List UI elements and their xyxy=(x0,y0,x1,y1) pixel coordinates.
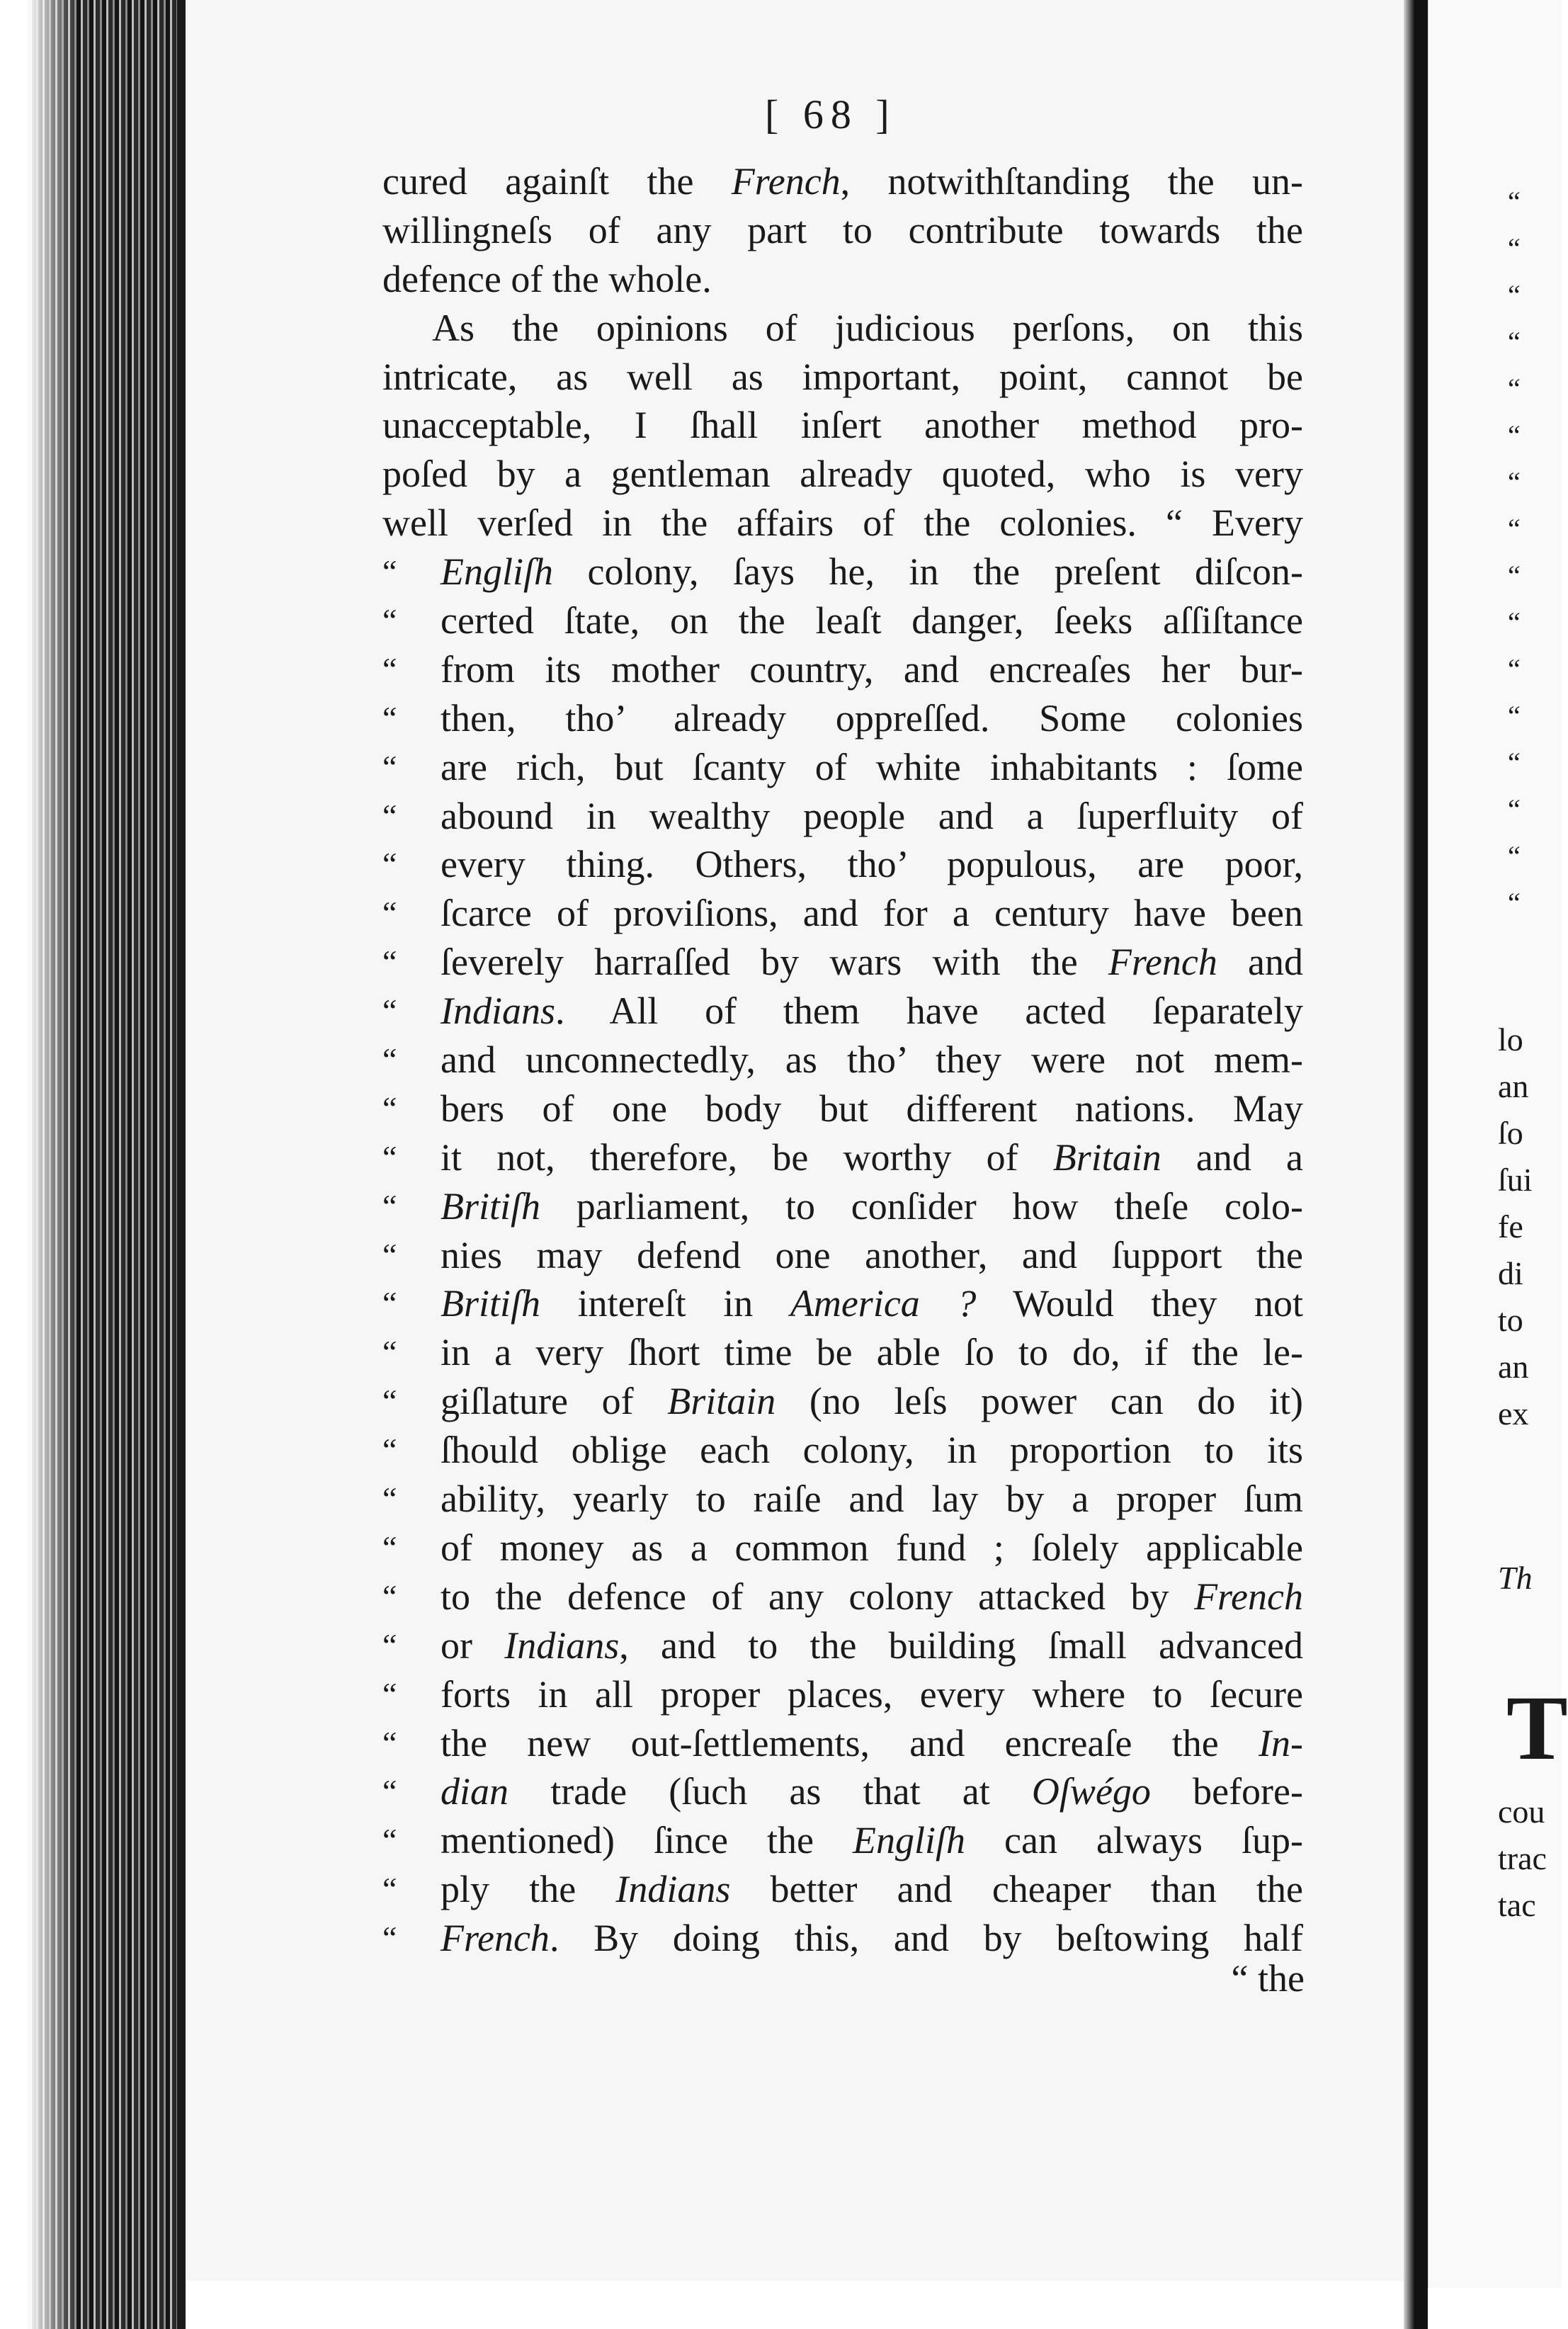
quote-mark: “ xyxy=(382,650,397,687)
quote-mark: “ xyxy=(382,1480,397,1517)
italic-word: Indians xyxy=(504,1624,620,1667)
binding-shadow xyxy=(0,0,78,2329)
facing-text-fragment: fe xyxy=(1498,1208,1523,1245)
quote-mark: “ xyxy=(382,1529,397,1565)
italic-word: America ? xyxy=(790,1282,977,1325)
text-run: well verſed in the affairs of the colonies. “ Every xyxy=(382,502,1303,545)
body-text xyxy=(382,157,1303,1963)
text-run: colony, ſays he, in the preſent diſcon- xyxy=(553,550,1303,594)
italic-word: Engliſh xyxy=(441,550,553,594)
facing-quote-mark: “ xyxy=(1508,466,1521,498)
facing-text-fragment: to xyxy=(1498,1302,1523,1338)
facing-quote-mark: “ xyxy=(1508,887,1521,919)
text-line xyxy=(382,401,1303,450)
text-line xyxy=(382,1279,1303,1328)
text-run: forts in all proper places, every where to ſecure xyxy=(441,1672,1303,1716)
facing-quote-mark: “ xyxy=(1508,186,1521,217)
text-run: are rich, but ſcanty of white inhabitants : ſome xyxy=(441,745,1303,788)
text-line xyxy=(382,304,1303,353)
facing-page-fragment xyxy=(1428,0,1568,2288)
text-run: abound in wealthy people and a ſuperfluity of xyxy=(441,794,1303,837)
text-line xyxy=(382,450,1303,499)
text-line xyxy=(382,694,1303,743)
text-run: parliament, to conſider how theſe colo- xyxy=(540,1184,1303,1228)
facing-text-fragment: cou xyxy=(1498,1794,1545,1830)
facing-text-fragment: lo xyxy=(1498,1021,1523,1058)
text-run: then, tho’ already oppreſſed. Some colonies xyxy=(441,696,1303,740)
text-run: of money as a common fund ; ſolely applicable xyxy=(441,1526,1303,1569)
quote-mark: “ xyxy=(382,1334,397,1371)
quote-mark: “ xyxy=(382,1383,397,1420)
text-line xyxy=(382,938,1303,987)
text-run: unacceptable, I ſhall inſert another method pro- xyxy=(382,404,1303,447)
facing-quote-mark: “ xyxy=(1508,653,1521,685)
text-line xyxy=(382,1231,1303,1280)
facing-quote-mark: “ xyxy=(1508,513,1521,545)
italic-word: Britain xyxy=(667,1380,776,1423)
facing-quote-mark: “ xyxy=(1508,373,1521,404)
facing-quote-mark: “ xyxy=(1508,232,1521,264)
text-line xyxy=(382,1524,1303,1572)
text-run: from its mother country, and encreaſes her bur- xyxy=(441,647,1303,691)
text-line xyxy=(382,1377,1303,1426)
quote-mark: “ xyxy=(382,1724,397,1761)
text-line xyxy=(382,1036,1303,1084)
text-line xyxy=(382,1621,1303,1670)
facing-heading-fragment: Th xyxy=(1498,1560,1533,1596)
quote-mark: “ xyxy=(382,944,397,980)
facing-drop-cap: T xyxy=(1506,1677,1568,1779)
text-run: bers of one body but different nations. May xyxy=(441,1087,1303,1130)
text-line xyxy=(382,1133,1303,1182)
text-run: to the defence of any colony attacked by xyxy=(441,1575,1195,1618)
italic-word: Britiſh xyxy=(441,1184,541,1228)
text-run: certed ſtate, on the leaſt danger, ſeeks aſſiſtance xyxy=(441,599,1303,642)
facing-quote-mark: “ xyxy=(1508,700,1521,732)
text-run: (no leſs power can do it) xyxy=(776,1380,1303,1423)
facing-quote-mark: “ xyxy=(1508,326,1521,358)
quote-mark: “ xyxy=(382,1920,397,1956)
quote-mark: “ xyxy=(382,1626,397,1663)
facing-quote-mark: “ xyxy=(1508,419,1521,451)
italic-word: Indians xyxy=(615,1868,731,1911)
text-run: every thing. Others, tho’ populous, are poor, xyxy=(441,843,1303,886)
text-run: before- xyxy=(1150,1770,1303,1813)
quote-mark: “ xyxy=(382,1138,397,1175)
facing-quote-mark: “ xyxy=(1508,747,1521,778)
quote-mark: “ xyxy=(382,602,397,639)
text-run: better and cheaper than the xyxy=(730,1868,1303,1911)
facing-text-fragment: tac xyxy=(1498,1887,1536,1923)
page-gutter xyxy=(1404,0,1428,2329)
text-run: poſed by a gentleman already quoted, who is very xyxy=(382,453,1303,496)
facing-quote-mark: “ xyxy=(1508,560,1521,591)
italic-word: French xyxy=(731,160,841,203)
text-line xyxy=(382,645,1303,694)
facing-text-fragment: ſui xyxy=(1498,1162,1533,1198)
italic-word: In- xyxy=(1259,1721,1303,1764)
facing-quote-mark: “ xyxy=(1508,840,1521,872)
text-run: can always ſup- xyxy=(965,1819,1303,1862)
facing-text-fragment: an xyxy=(1498,1349,1529,1385)
text-run: ability, yearly to raiſe and lay by a proper ſum xyxy=(441,1478,1303,1521)
text-run: and xyxy=(1217,941,1304,984)
page-bottom-margin xyxy=(186,2281,1404,2329)
text-line xyxy=(382,1865,1303,1914)
page-number: [ 68 ] xyxy=(765,91,897,137)
quote-mark: “ xyxy=(382,748,397,785)
text-run: or xyxy=(441,1624,505,1667)
text-line xyxy=(382,1182,1303,1231)
text-line xyxy=(382,1670,1303,1719)
left-page xyxy=(186,0,1404,2281)
italic-word: Engliſh xyxy=(852,1819,965,1862)
quote-mark: “ xyxy=(382,1773,397,1810)
facing-quote-mark: “ xyxy=(1508,279,1521,311)
facing-text-fragment: an xyxy=(1498,1068,1529,1104)
text-run: Would they not xyxy=(976,1282,1303,1325)
text-line xyxy=(382,1767,1303,1816)
italic-word: French xyxy=(441,1917,550,1960)
text-line xyxy=(382,353,1303,402)
text-line xyxy=(382,157,1303,206)
quote-mark: “ xyxy=(382,1089,397,1126)
text-line xyxy=(382,1719,1303,1768)
facing-quote-mark: “ xyxy=(1508,606,1521,638)
italic-word: French xyxy=(1194,1575,1303,1618)
facing-text-fragment: ex xyxy=(1498,1395,1529,1432)
text-run: ply the xyxy=(441,1868,616,1911)
quote-mark: “ xyxy=(382,1285,397,1322)
text-line xyxy=(382,840,1303,889)
italic-word: Indians xyxy=(441,990,555,1033)
quote-mark: “ xyxy=(382,1675,397,1712)
text-line xyxy=(382,1572,1303,1621)
text-line xyxy=(382,1328,1303,1377)
text-line xyxy=(382,548,1303,596)
text-line xyxy=(382,889,1303,938)
text-run: cured againſt the xyxy=(382,160,732,203)
text-run: ſcarce of proviſions, and for a century have been xyxy=(441,892,1303,935)
text-line xyxy=(382,1816,1303,1865)
text-run: , notwithſtanding the un- xyxy=(840,160,1303,203)
page-edge xyxy=(177,0,186,2329)
text-line xyxy=(382,1475,1303,1524)
italic-word: Britiſh xyxy=(441,1282,541,1325)
italic-word: dian xyxy=(441,1770,509,1813)
text-run: it not, therefore, be worthy of xyxy=(441,1135,1053,1179)
text-run: intereſt in xyxy=(540,1282,790,1325)
text-line xyxy=(382,987,1303,1036)
quote-mark: “ xyxy=(382,1822,397,1859)
quote-mark: “ xyxy=(382,846,397,883)
italic-word: Britain xyxy=(1052,1135,1161,1179)
quote-mark: “ xyxy=(382,1041,397,1078)
text-line xyxy=(382,206,1303,255)
facing-text-fragment: ſo xyxy=(1498,1115,1523,1151)
quote-mark: “ xyxy=(382,1871,397,1908)
text-line xyxy=(382,1914,1303,1963)
italic-word: Oſwégo xyxy=(1031,1770,1151,1813)
quote-mark: “ xyxy=(382,992,397,1029)
quote-mark: “ xyxy=(382,1432,397,1468)
text-run: in a very ſhort time be able ſo to do, if the le- xyxy=(441,1331,1303,1374)
quote-mark: “ xyxy=(382,1187,397,1224)
text-run: , and to the building ſmall advanced xyxy=(619,1624,1303,1667)
text-run: mentioned) ſince the xyxy=(441,1819,853,1862)
quote-mark: “ xyxy=(382,1236,397,1273)
text-run: intricate, as well as important, point, cannot be xyxy=(382,355,1303,398)
quote-mark: “ xyxy=(382,895,397,931)
text-run: and a xyxy=(1161,1135,1303,1179)
text-line xyxy=(382,743,1303,792)
quote-mark: “ xyxy=(382,1577,397,1614)
text-run: As the opinions of judicious perſons, on this xyxy=(432,306,1303,349)
text-run: giſlature of xyxy=(441,1380,668,1423)
quote-mark: “ xyxy=(382,699,397,736)
text-line xyxy=(382,499,1303,548)
text-line xyxy=(382,596,1303,645)
facing-text-fragment: di xyxy=(1498,1255,1523,1291)
facing-text-fragment: trac xyxy=(1498,1840,1547,1876)
text-run: trade (ſuch as that at xyxy=(509,1770,1032,1813)
text-run: willingneſs of any part to contribute towards the xyxy=(382,208,1303,251)
text-line xyxy=(382,1084,1303,1133)
text-line xyxy=(382,1426,1303,1475)
text-run: ſeverely harraſſed by wars with the xyxy=(441,941,1108,984)
text-run: . By doing this, and by beſtowing half xyxy=(549,1917,1303,1960)
text-run: ſhould oblige each colony, in proportion to its xyxy=(441,1429,1303,1472)
text-line xyxy=(382,255,1303,304)
text-line xyxy=(382,792,1303,841)
quote-mark: “ xyxy=(382,553,397,590)
facing-quote-mark: “ xyxy=(1508,793,1521,825)
text-run: defence of the whole. xyxy=(382,257,712,300)
quote-mark: “ xyxy=(382,797,397,834)
text-run: . All of them have acted ſeparately xyxy=(555,990,1303,1033)
text-run: and unconnectedly, as tho’ they were not mem- xyxy=(441,1038,1303,1082)
text-run: nies may defend one another, and ſupport the xyxy=(441,1233,1303,1276)
catchword: “ the xyxy=(1231,1957,1305,2000)
text-run: the new out-ſettlements, and encreaſe the xyxy=(441,1721,1259,1764)
italic-word: French xyxy=(1108,941,1217,984)
